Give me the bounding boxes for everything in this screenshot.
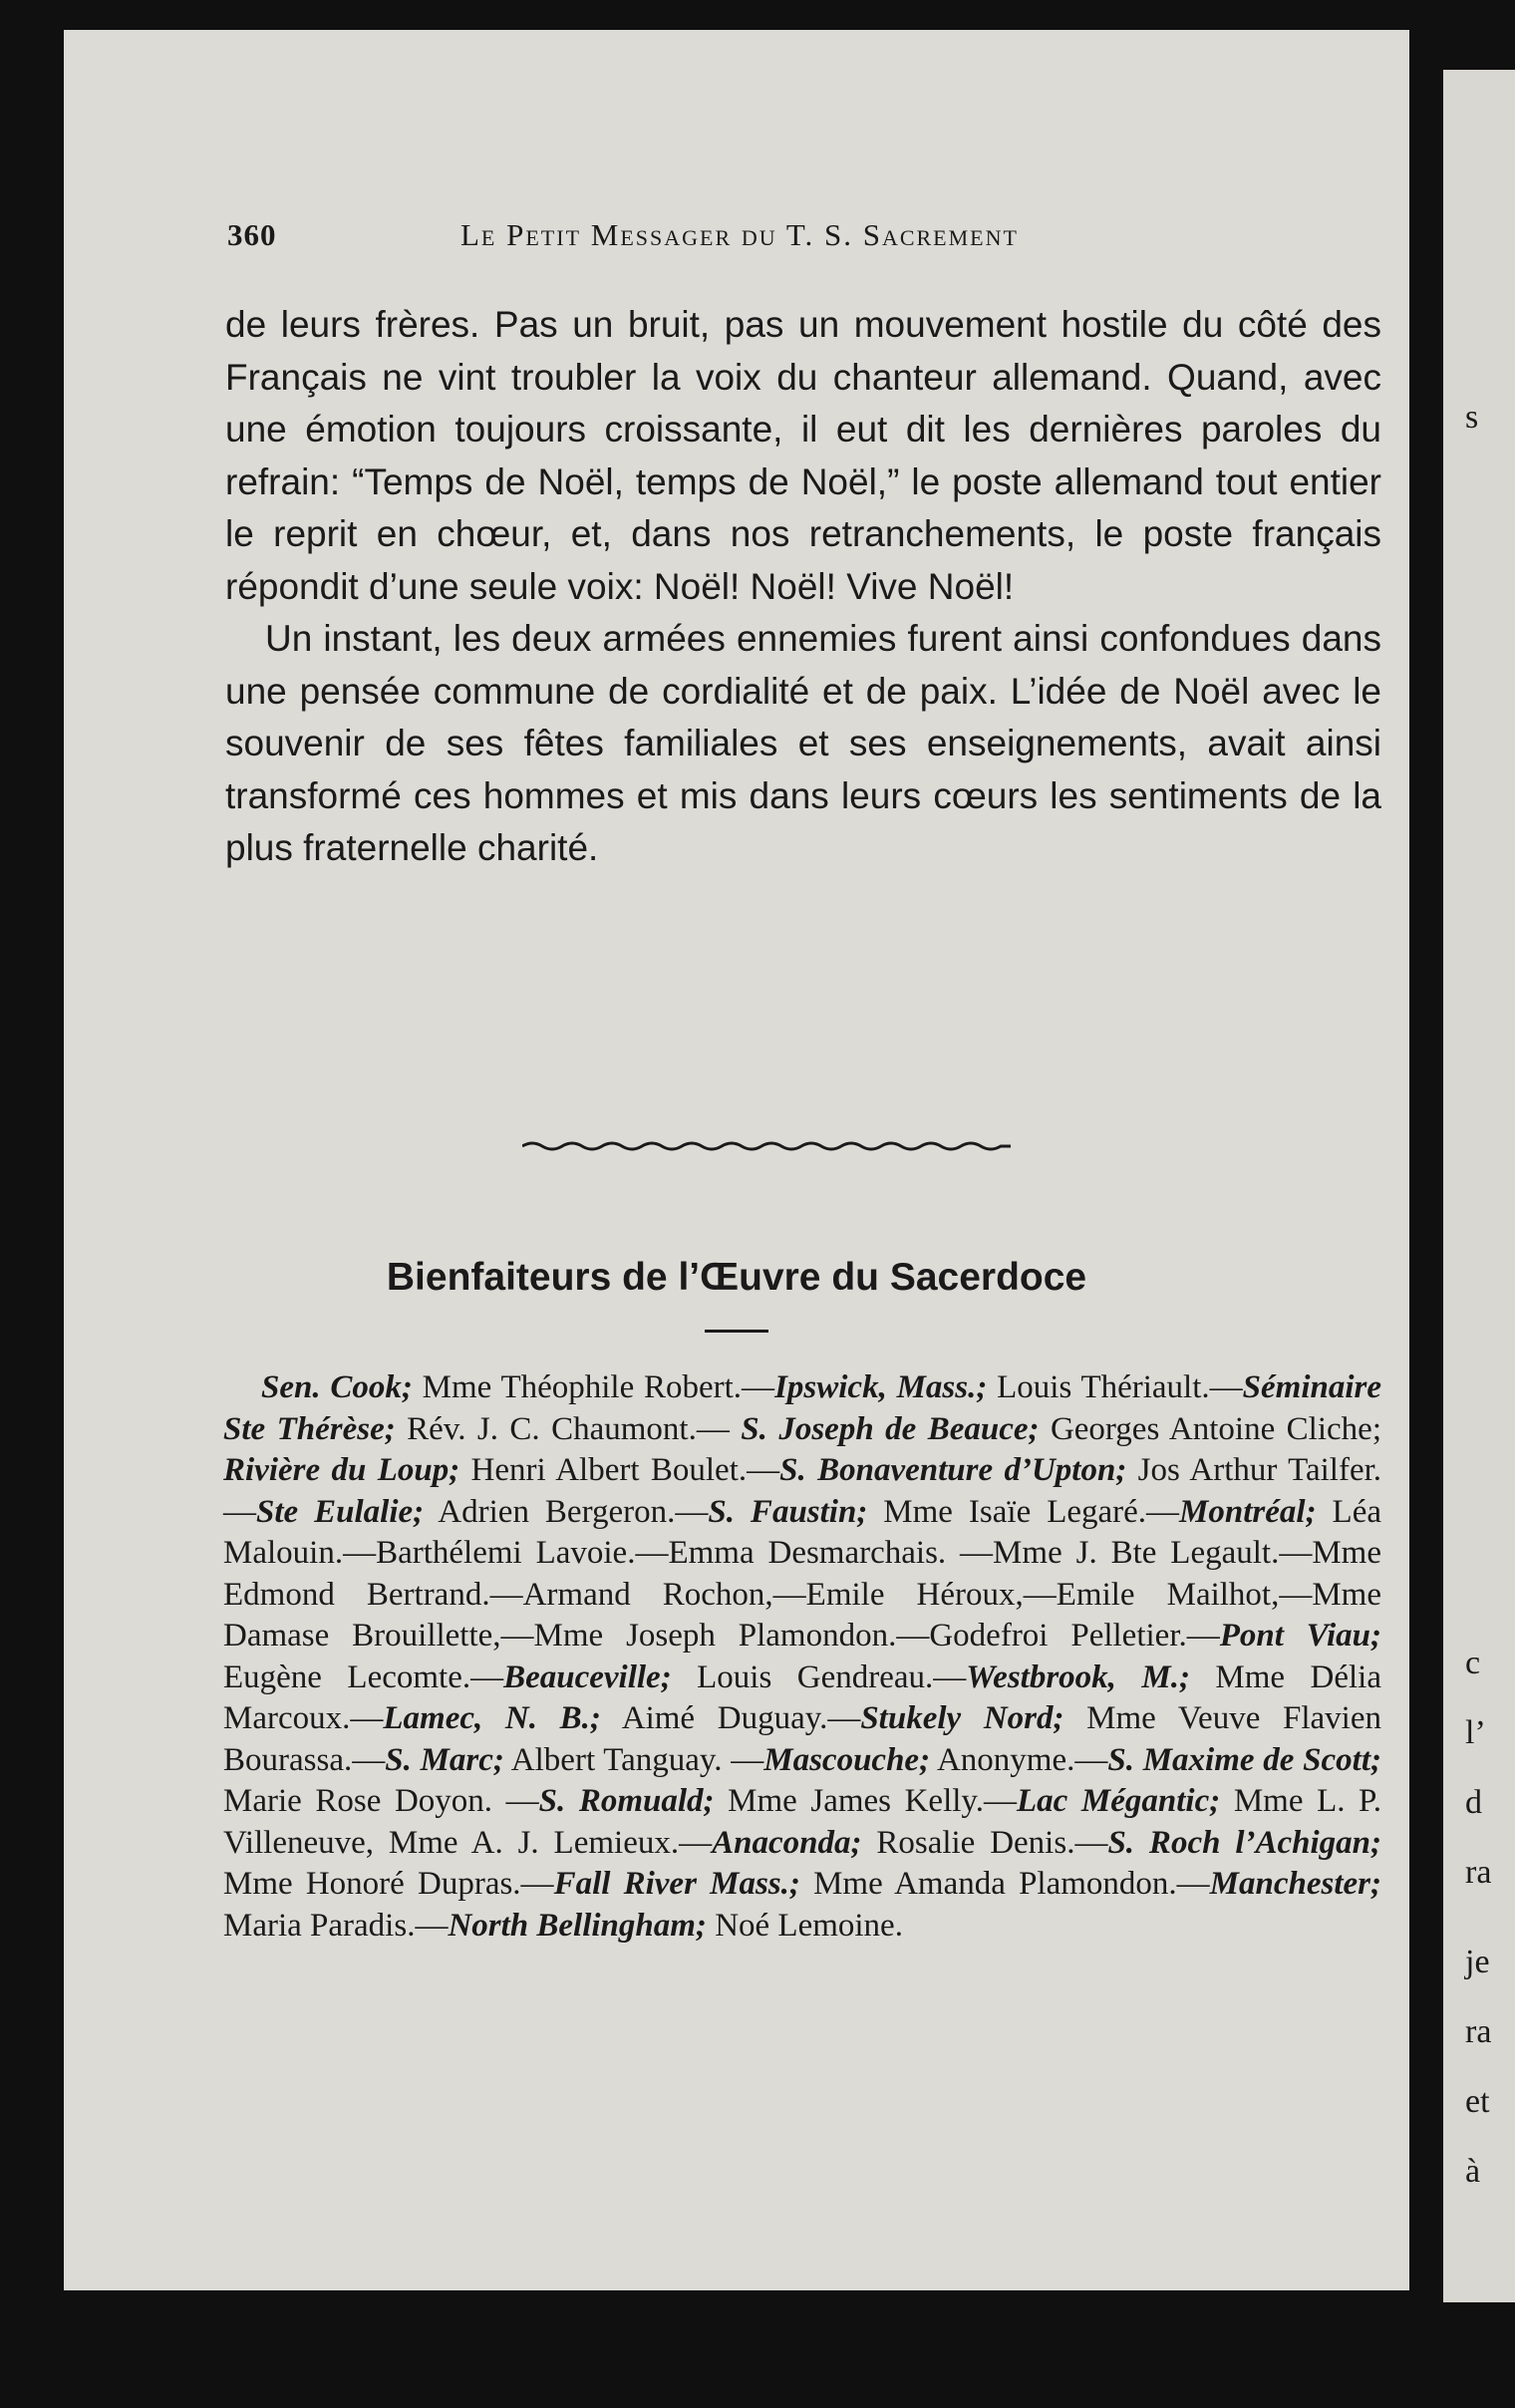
donor-names: Rosalie Denis.— <box>861 1824 1108 1861</box>
adjacent-page-fragment: c <box>1465 1645 1481 1681</box>
donor-place: Westbrook, M.; <box>966 1658 1190 1695</box>
donor-names: Mme Amanda Plamondon.— <box>799 1866 1210 1902</box>
donor-place: S. Faustin; <box>708 1493 868 1530</box>
donor-place: Ste Eulalie; <box>256 1493 425 1530</box>
adjacent-page-fragment: et <box>1465 2083 1490 2120</box>
donor-names: Rév. J. C. Chaumont.— <box>395 1410 742 1447</box>
adjacent-page-fragment: je <box>1465 1944 1490 1980</box>
donor-place: Pont Viau; <box>1219 1618 1381 1654</box>
adjacent-page-fragment: ra <box>1465 2013 1492 2050</box>
donor-place: North Bellingham; <box>448 1907 707 1944</box>
donor-place: Fall River Mass.; <box>553 1866 800 1902</box>
running-header <box>227 217 1224 257</box>
donor-place: Stukely Nord; <box>860 1700 1064 1736</box>
adjacent-page-fragment: l’ <box>1465 1714 1486 1751</box>
donor-names: Mme L. P. Villeneuve, Mme A. J. Lemieux.— <box>223 1783 1382 1861</box>
donor-names: Mme Isaïe Legaré.— <box>867 1493 1180 1530</box>
paragraph: de leurs frères. Pas un bruit, pas un mouvement hostile du côté des Français ne vint troubler la voix du chanteur allemand. Quand, avec une émotion toujours croissante, il eut dit les dernières paroles du refrain: “Temps de Noël, temps de Noël,” le poste allemand tout entier le reprit en chœur, et, dans nos retranchements, le poste français répondit d’une seule voix: Noël! Noël! Vive Noël! <box>225 304 1381 607</box>
wavy-divider <box>522 1136 1011 1156</box>
donor-names: Eugène Lecomte.— <box>223 1658 504 1695</box>
paragraph: Un instant, les deux armées ennemies furent ainsi confondues dans une pensée commune de cordialité et de paix. L’idée de Noël avec le souvenir de ses fêtes familiales et ses enseignements, avait ainsi transformé ces hommes et mis dans leurs cœurs les sentiments de la plus fraternelle charité. <box>225 618 1381 868</box>
donor-names: Marie Rose Doyon. — <box>223 1783 539 1819</box>
donor-list <box>223 1367 1381 1947</box>
donor-place: Montréal; <box>1179 1493 1317 1530</box>
donor-names: Mme Délia Marcoux.— <box>223 1658 1381 1736</box>
body-text <box>225 299 1381 875</box>
donor-place: Mascouche; <box>763 1741 931 1778</box>
section-title: Bienfaiteurs de l’Œuvre du Sacerdoce <box>386 1256 1087 1299</box>
donor-names: Georges Antoine Cliche; <box>1039 1410 1381 1447</box>
donor-names: Noé Lemoine. <box>706 1907 903 1944</box>
donor-place: Lac Mégantic; <box>1017 1783 1221 1819</box>
donor-names: Aimé Duguay.— <box>600 1700 861 1736</box>
donor-names: Maria Paradis.— <box>223 1907 449 1944</box>
running-title: Le Petit Messager du T. S. Sacrement <box>460 217 1019 252</box>
donor-place: Anaconda; <box>712 1824 862 1861</box>
donor-names: Albert Tanguay. — <box>503 1741 764 1778</box>
page-number: 360 <box>227 217 277 252</box>
donor-place: S. Joseph de Beauce; <box>741 1410 1040 1447</box>
donor-place: Beauceville; <box>503 1658 672 1695</box>
adjacent-page-edge <box>1443 70 1515 2302</box>
adjacent-page-fragment: d <box>1465 1784 1482 1821</box>
donor-names: Léa Malouin.—Barthélemi Lavoie.—Emma Desmarchais. —Mme J. Bte Legault.—Mme Edmond Bertrand.—Armand Rochon,—Emile Héroux,—Emile Mailhot,—Mme Damase Brouillette,—Mme Joseph Plamondon.—Godefroi Pelletier.— <box>223 1493 1381 1654</box>
donor-names: Henri Albert Boulet.— <box>459 1452 780 1488</box>
donor-names: Adrien Bergeron.— <box>424 1493 709 1530</box>
donor-place: Ipswick, Mass.; <box>774 1369 988 1405</box>
book-page <box>64 30 1409 2290</box>
adjacent-page-fragment: à <box>1465 2153 1481 2190</box>
donor-place: S. Roch l’Achigan; <box>1107 1824 1381 1861</box>
donor-names: Mme Théophile Robert.— <box>412 1369 775 1405</box>
donor-place: Manchester; <box>1209 1866 1381 1902</box>
donor-names: Mme Honoré Dupras.— <box>223 1866 554 1902</box>
adjacent-page-fragment: ra <box>1465 1854 1492 1891</box>
donor-names: Louis Thériault.— <box>987 1369 1243 1405</box>
donor-names: Mme James Kelly.— <box>714 1783 1018 1819</box>
title-rule <box>705 1330 768 1333</box>
donor-names: Anonyme.— <box>930 1741 1108 1778</box>
donor-place: Rivière du Loup; <box>223 1452 460 1488</box>
donor-place: S. Romuald; <box>538 1783 715 1819</box>
donor-names: Mme Veuve Flavien Bourassa.— <box>223 1700 1381 1778</box>
donor-place: Sen. Cook; <box>261 1369 413 1405</box>
adjacent-page-fragment: s <box>1465 399 1479 436</box>
donor-names: Jos Arthur Tailfer.— <box>223 1452 1382 1530</box>
donor-place: S. Bonaventure d’Upton; <box>779 1452 1127 1488</box>
donor-names: Louis Gendreau.— <box>671 1658 967 1695</box>
donor-place: S. Marc; <box>385 1741 504 1778</box>
donor-place: S. Maxime de Scott; <box>1107 1741 1381 1778</box>
donor-place: Lamec, N. B.; <box>383 1700 601 1736</box>
donor-place: Séminaire Ste Thérèse; <box>223 1369 1382 1447</box>
